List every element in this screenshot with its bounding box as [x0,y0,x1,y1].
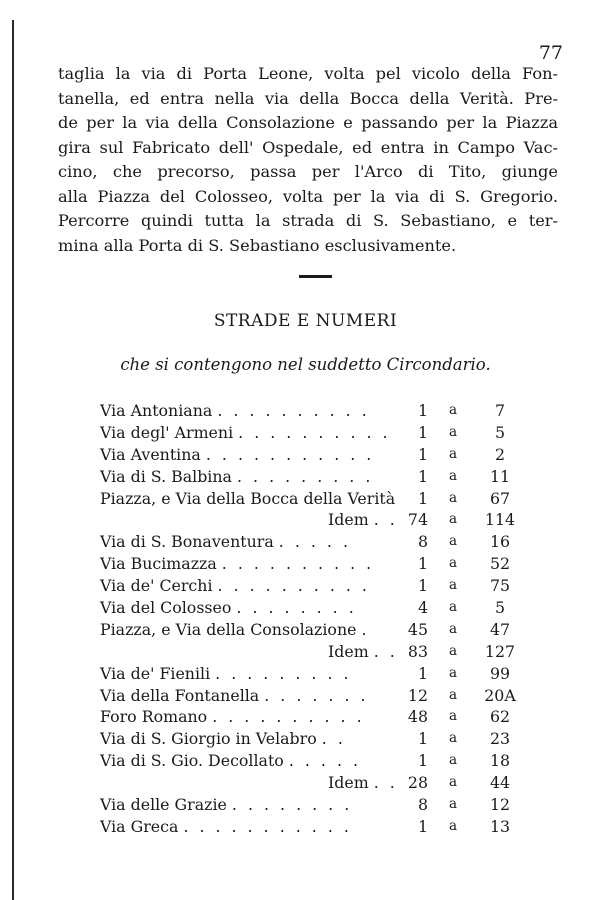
number-to: 62 [489,707,511,727]
street-row [100,772,520,794]
number-from: 4 [417,598,428,618]
street-name [100,663,352,685]
range-separator: a [449,796,458,813]
street-name [100,794,352,816]
paragraph-line: cino, che precorso, passa per l'Arco di Tito, giunge [58,162,558,181]
number-from: 83 [407,641,428,661]
number-from: 1 [417,488,428,508]
range-separator: a [449,533,458,550]
leader-dots: . . . . . . . . [231,795,353,815]
street-row [100,444,520,466]
street-name [100,597,357,619]
number-from: 8 [417,795,428,815]
street-row [100,794,520,816]
leader-dots: . . . . . . . . . . [221,554,375,574]
leader-dots: . . . . . . . . . . [217,576,370,596]
leader-dots: . . . . . . . . . [215,663,352,683]
number-from: 1 [417,422,428,442]
paragraph-line: Percorre quindi tutta la strada di S. Sebastiano, e ter- [58,211,558,230]
street-name-text: Via del Colosseo [100,598,232,618]
leader-dots: . . . . . . . . . . [238,422,391,442]
street-name-text: Via degl' Armeni [100,422,234,442]
leader-dots: . . . . . . . . . . [217,401,370,420]
street-row [100,619,520,641]
number-from: 28 [407,773,428,793]
number-from: 8 [417,532,428,552]
street-row [100,400,520,422]
range-separator: a [449,752,458,769]
range-separator: a [449,686,458,703]
number-from: 74 [407,510,428,530]
range-separator: a [449,817,458,834]
range-separator: a [449,445,458,462]
number-to: 13 [489,816,511,836]
street-row [100,816,520,838]
street-row [100,531,520,553]
street-name-text: Via della Fontanella [100,685,260,705]
street-row [100,422,520,444]
range-separator: a [449,402,458,418]
paragraph-line: mina alla Porta di S. Sebastiano esclusivamente. [58,235,457,255]
number-from: 1 [417,466,428,486]
leader-dots: . . . . . [278,532,351,552]
number-to: 23 [489,729,511,749]
street-list [100,400,520,838]
range-separator: a [449,708,458,725]
street-row [100,663,520,685]
range-separator: a [449,423,458,440]
street-name [100,750,361,772]
number-from: 1 [417,816,428,836]
number-from: 48 [407,707,428,727]
leader-dots: . [361,619,370,639]
page-number: 77 [538,42,563,64]
number-from: 12 [407,685,428,705]
street-name-text: Via di S. Gio. Decollato [100,751,284,771]
street-row [100,728,520,750]
number-to: 18 [489,751,511,771]
leader-dots: . . . . . [288,751,362,771]
number-from: 1 [417,444,428,464]
paragraph-line: de per la via della Consolazione e passando per la Piazza [58,113,558,132]
range-separator: a [449,555,458,572]
street-name [100,466,373,488]
range-separator: a [449,730,458,747]
street-name-text: Via Antoniana [100,401,213,420]
paragraph-line: alla Piazza del Colosseo, volta per la via di S. Gregorio. [58,186,558,206]
number-to: 2 [494,444,506,464]
leader-dots: . . . . . . . . . . . [183,816,352,836]
street-row [100,685,520,707]
number-to: 11 [489,466,511,486]
number-from: 1 [417,729,428,749]
street-name-text: Via di S. Giorgio in Velabro [100,729,317,749]
street-name [100,400,370,422]
leader-dots: . . . . . . . . . . [212,707,365,727]
number-from: 1 [417,751,428,771]
street-name-text: Via di S. Bonaventura [100,532,274,552]
number-from: 1 [417,401,428,420]
street-name [100,444,374,466]
street-name-text: Foro Romano [100,707,208,727]
range-separator: a [449,577,458,594]
range-separator: a [449,599,458,616]
street-name [328,641,398,663]
street-name [100,553,374,575]
range-separator: a [449,511,458,528]
number-from: 1 [417,663,428,683]
number-to: 12 [489,795,511,815]
street-name [100,728,346,750]
street-name [100,531,351,553]
range-separator: a [449,467,458,484]
street-name [100,575,370,597]
leader-dots: . . [321,729,346,749]
number-to: 44 [489,773,511,793]
number-to: 127 [484,641,516,661]
number-to: 75 [489,576,511,596]
street-row [100,750,520,772]
leader-dots: . . [373,773,398,793]
range-separator: a [449,489,458,506]
number-from: 45 [407,619,428,639]
page-edge [12,20,14,900]
leader-dots: . . [373,510,398,530]
section-heading: STRADE E NUMERI [213,311,398,331]
street-name-text: Via Aventina [100,444,201,464]
number-to: 99 [489,663,511,683]
street-name-text: Piazza, e Via della Consolazione [100,619,357,639]
range-separator: a [449,774,458,791]
number-to: 52 [489,554,511,574]
paragraph-line: tanella, ed entra nella via della Bocca della Verità. Pre- [58,88,558,108]
street-row [100,553,520,575]
number-from: 1 [417,576,428,596]
number-to: 47 [489,619,511,639]
street-row [100,597,520,619]
street-row [100,488,520,510]
range-separator: a [449,664,458,681]
street-name-text: Via Bucimazza [100,554,217,574]
body-paragraph [58,62,558,258]
street-row [100,575,520,597]
paragraph-line: taglia la via di Porta Leone, volta pel vicolo della Fon- [58,64,558,83]
street-name [100,488,395,510]
street-name-text: Via de' Fienili [100,663,211,683]
street-name-text: Via de' Cerchi [100,576,213,596]
street-row [100,641,520,663]
paragraph-line: gira sul Fabricato dell' Ospedale, ed entra in Campo Vac- [58,137,558,157]
number-from: 1 [417,554,428,574]
street-name [100,685,369,707]
leader-dots: . . [373,641,398,661]
street-name-text: Via delle Grazie [100,795,227,815]
street-name-text: Via di S. Balbina [100,466,232,486]
number-to: 5 [494,598,506,618]
street-row [100,706,520,728]
section-divider [299,275,332,278]
range-separator: a [449,620,458,637]
number-to: 67 [489,488,511,508]
number-to: 114 [484,510,516,530]
street-name [100,816,352,838]
leader-dots: . . . . . . . . . [236,466,374,486]
street-name-text: Idem [328,773,369,793]
street-name [328,772,398,794]
street-name-text: Via Greca [100,816,179,836]
street-row [100,466,520,488]
leader-dots: . . . . . . . [264,685,369,705]
street-row [100,509,520,531]
range-separator: a [449,642,458,659]
street-name-text: Idem [328,641,369,661]
street-name [100,619,370,641]
leader-dots: . . . . . . . . [236,598,357,618]
street-name-text: Piazza, e Via della Bocca della Verità [100,488,396,508]
number-to: 20A [484,685,516,705]
leader-dots: . . . . . . . . . . . [205,444,375,464]
street-name [328,509,398,531]
section-subheading: che si contengono nel suddetto Circondario. [120,355,491,374]
number-to: 16 [489,532,511,552]
street-name [100,422,391,444]
number-to: 5 [494,422,506,442]
number-to: 7 [494,401,506,420]
street-name-text: Idem [328,510,369,530]
street-name [100,706,365,728]
